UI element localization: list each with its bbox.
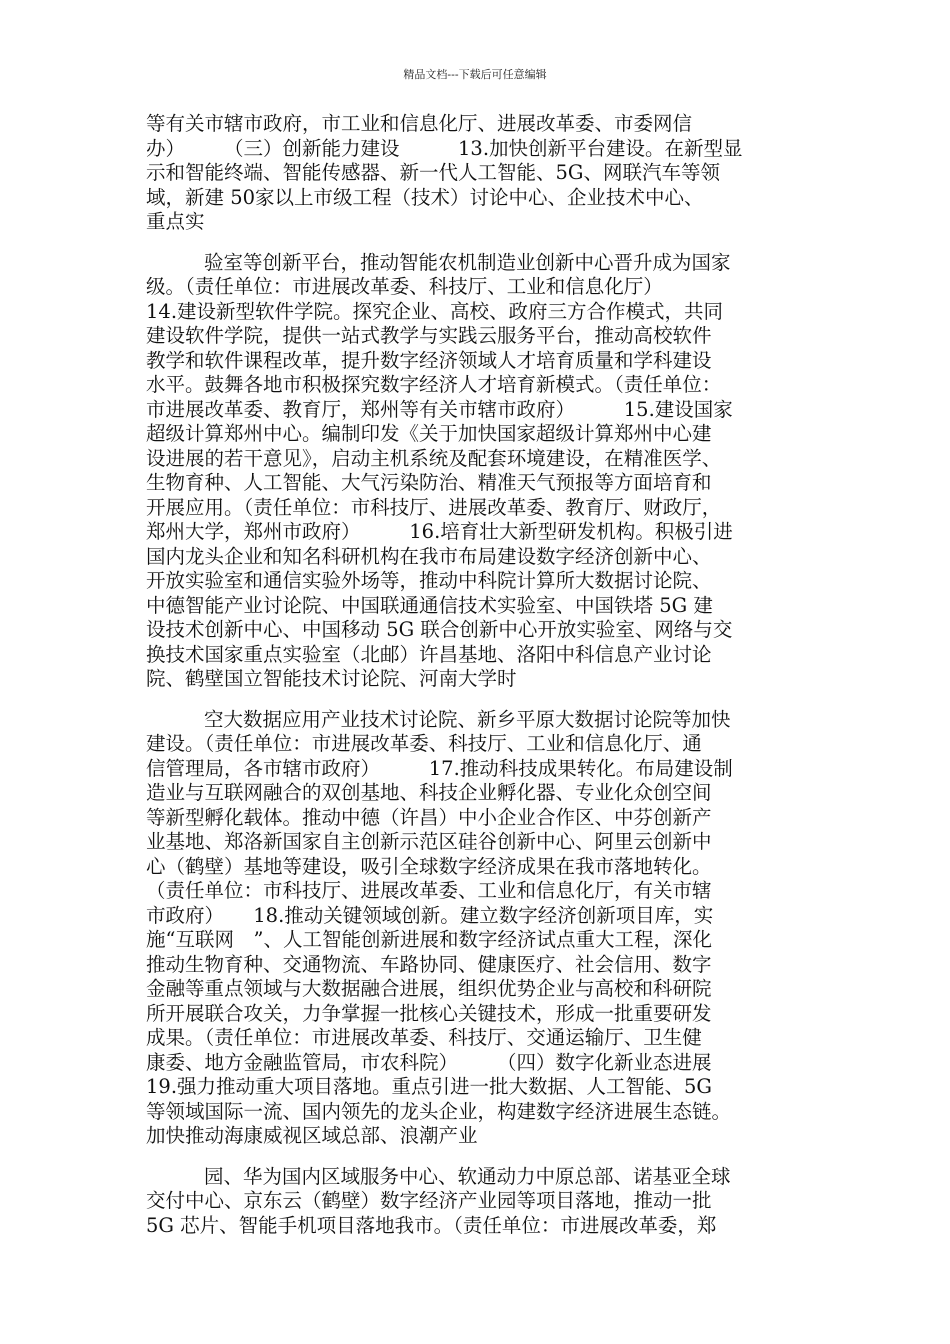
- text-line: 教学和软件课程改革，提升数字经济领域人才培育质量和学科建设: [146, 348, 712, 372]
- text-line: 建设软件学院，提供一站式教学与实践云服务平台，推动高校软件: [146, 324, 712, 347]
- text-line: 所开展联合攻关，力争掌握一批核心关键技术，形成一批重要研发: [146, 1001, 712, 1025]
- paragraph-2: [146, 251, 806, 692]
- text-line: 康委、地方金融监管局，市农科院） （四）数字化新业态进展: [146, 1050, 712, 1074]
- text-line: 心（鹤壁）基地等建设，吸引全球数字经济成果在我市落地转化。: [146, 854, 712, 878]
- text-line: 19.强力推动重大项目落地。重点引进一批大数据、人工智能、5G: [146, 1075, 712, 1098]
- text-line: 郑州大学，郑州市政府） 16.培育壮大新型研发机构。积极引进: [146, 520, 733, 543]
- text-line: （责任单位：市科技厅、进展改革委、工业和信息化厅，有关市辖: [146, 879, 712, 902]
- text-line: 设进展的若干意见》，启动主机系统及配套环境建设，在精准医学、: [146, 446, 722, 470]
- text-line: 交付中心、京东云（鹤壁）数字经济产业园等项目落地，推动一批: [146, 1189, 712, 1212]
- text-line: 造业与互联网融合的双创基地、科技企业孵化器、专业化众创空间: [146, 781, 712, 804]
- paragraph-4: [146, 1165, 806, 1239]
- text-line: 示和智能终端、智能传感器、新一代人工智能、5G、网联汽车等领: [146, 161, 720, 184]
- text-line: 成果。（责任单位：市进展改革委、科技厅、交通运输厅、卫生健: [146, 1026, 702, 1049]
- text-line: 验室等创新平台，推动智能农机制造业创新中心晋升成为国家: [204, 250, 731, 274]
- text-line: 等有关市辖市政府，市工业和信息化厅、进展改革委、市委网信: [146, 112, 693, 135]
- text-line: 水平。鼓舞各地市积极探究数字经济人才培育新模式。（责任单位：: [146, 373, 722, 396]
- paragraph-1: [146, 112, 806, 235]
- text-line: 换技术国家重点实验室（北邮）许昌基地、洛阳中科信息产业讨论: [146, 642, 712, 666]
- text-line: 开放实验室和通信实验外场等，推动中科院计算所大数据讨论院、: [146, 569, 712, 592]
- text-line: 施“互联网 ”、人工智能创新进展和数字经济试点重大工程，深化: [146, 928, 712, 951]
- text-line: 院、鹤壁国立智能技术讨论院、河南大学时: [146, 667, 517, 690]
- text-line: 超级计算郑州中心。编制印发《关于加快国家超级计算郑州中心建: [146, 422, 712, 445]
- text-line: 14.建设新型软件学院。探究企业、高校、政府三方合作模式，共同: [146, 299, 724, 323]
- text-line: 设技术创新中心、中国移动 5G 联合创新中心开放实验室、网络与交: [146, 618, 733, 641]
- text-line: 生物育种、人工智能、大气污染防治、精准天气预报等方面培育和: [146, 471, 712, 494]
- text-line: 空大数据应用产业技术讨论院、新乡平原大数据讨论院等加快: [204, 707, 731, 731]
- text-line: 金融等重点领域与大数据融合进展，组织优势企业与高校和科研院: [146, 977, 712, 1000]
- text-line: 中德智能产业讨论院、中国联通通信技术实验室、中国铁塔 5G 建: [146, 593, 713, 617]
- text-line: 推动生物育种、交通物流、车路协同、健康医疗、社会信用、数字: [146, 952, 712, 976]
- text-line: 国内龙头企业和知名科研机构在我市布局建设数字经济创新中心、: [146, 544, 712, 568]
- text-line: 级。（责任单位：市进展改革委、科技厅、工业和信息化厅）: [146, 275, 663, 298]
- text-line: 业基地、郑洛新国家自主创新示范区硅谷创新中心、阿里云创新中: [146, 830, 712, 853]
- text-line: 建设。（责任单位：市进展改革委、科技厅、工业和信息化厅、通: [146, 732, 702, 755]
- text-line: 5G 芯片、智能手机项目落地我市。（责任单位：市进展改革委，郑: [146, 1213, 717, 1237]
- text-line: 域，新建 50家以上市级工程（技术）讨论中心、企业技术中心、: [146, 185, 704, 209]
- text-line: 等新型孵化载体。推动中德（许昌）中小企业合作区、中芬创新产: [146, 805, 712, 829]
- text-line: 信管理局，各市辖市政府） 17.推动科技成果转化。布局建设制: [146, 756, 733, 780]
- text-line: 市政府） 18.推动关键领域创新。建立数字经济创新项目库，实: [146, 903, 714, 927]
- text-line: 重点实: [146, 210, 205, 233]
- text-line: 等领域国际一流、国内领先的龙头企业，构建数字经济进展生态链。: [146, 1099, 732, 1123]
- document-body: [146, 112, 806, 1238]
- text-line: 市进展改革委、教育厅，郑州等有关市辖市政府） 15.建设国家: [146, 397, 733, 421]
- text-line: 园、华为国内区域服务中心、软通动力中原总部、诺基亚全球: [204, 1164, 731, 1188]
- paragraph-3: [146, 708, 806, 1149]
- text-line: 开展应用。（责任单位：市科技厅、进展改革委、教育厅、财政厅，: [146, 495, 722, 519]
- page-header: 精品文档---下载后可任意编辑: [403, 68, 547, 81]
- text-line: 加快推动海康威视区域总部、浪潮产业: [146, 1124, 478, 1147]
- text-line: 办） （三）创新能力建设 13.加快创新平台建设。在新型显: [146, 136, 743, 160]
